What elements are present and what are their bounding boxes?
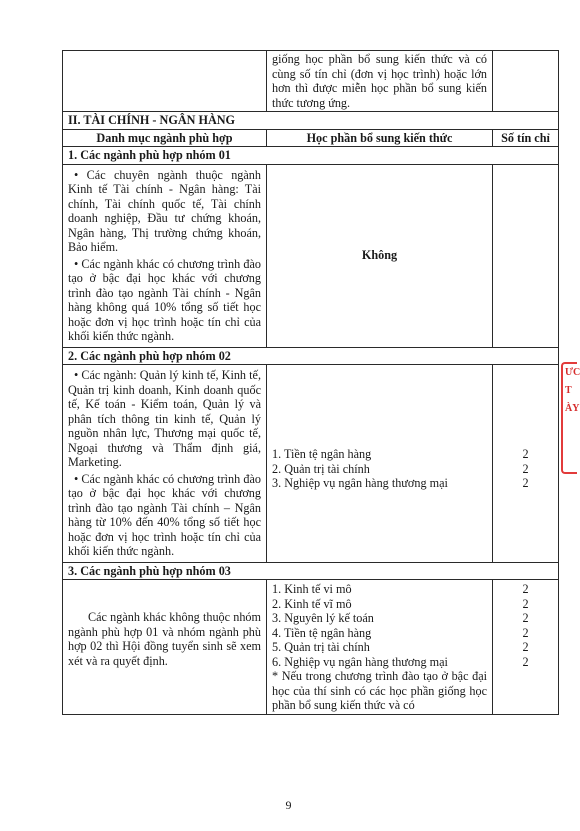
- continuation-row: [63, 51, 559, 112]
- header-row: [63, 129, 559, 147]
- group1-credits-cell: [493, 164, 559, 347]
- curriculum-table: [62, 50, 559, 715]
- group3-course-4: 4. Tiền tệ ngân hàng: [272, 625, 372, 640]
- group3-course-2: 2. Kinh tế vĩ mô: [272, 596, 352, 611]
- group3-credits-cell: [493, 580, 559, 715]
- header-courses: Học phần bổ sung kiến thức: [267, 129, 493, 147]
- group3-credit-4: 2: [522, 625, 529, 640]
- group3-row: [63, 580, 559, 715]
- stamp-text-3: ÀY: [565, 403, 580, 414]
- group3-credit-3: 2: [522, 611, 529, 625]
- group2-row: [63, 365, 559, 563]
- group3-credit-5: 2: [522, 640, 529, 654]
- group2-credit-3: 2: [522, 476, 529, 490]
- group1-courses-none: Không: [267, 164, 493, 347]
- group3-note: * Nếu trong chương trình đào tạo ở bậc đại học của thí sinh có các học phần giống học phần bổ sung kiến thức và có: [272, 669, 487, 712]
- group1-row: [63, 164, 559, 347]
- continuation-empty-cell: [63, 51, 267, 112]
- group3-credit-6: 2: [522, 654, 529, 669]
- continuation-empty-credit-cell: [493, 51, 559, 112]
- group3-course-1: 1. Kinh tế vi mô: [272, 582, 352, 596]
- group3-course-3: 3. Nguyên lý kế toán: [272, 611, 374, 625]
- group3-courses-cell: [267, 580, 493, 715]
- group2-courses-cell: [267, 365, 493, 563]
- group3-description: Các ngành khác không thuộc nhóm ngành phù hợp 01 và nhóm ngành phù hợp 02 thì Hội đồng tuyển sinh sẽ xem xét và ra quyết định.: [63, 580, 267, 715]
- page-number: 9: [285, 798, 292, 812]
- group2-course-1: 1. Tiền tệ ngân hàng: [272, 447, 372, 461]
- group2-bullet-2: • Các ngành khác có chương trình đào tạo ở bậc đại học khác với chương trình đào tạo ngành Tài chính – Ngân hàng từ 10% đến 40% tổng số tiết học hoặc đơn vị học trình hoặc tín chỉ của khối kiến thức ngành.: [68, 471, 261, 558]
- section-row: [63, 112, 559, 130]
- group2-course-2: 2. Quản trị tài chính: [272, 461, 370, 476]
- group1-title-row: [63, 147, 559, 165]
- group2-title: 2. Các ngành phù hợp nhóm 02: [63, 347, 559, 365]
- group1-majors-cell: [63, 164, 267, 347]
- group3-course-6: 6. Nghiệp vụ ngân hàng thương mại: [272, 654, 448, 669]
- red-stamp-fragment: [561, 362, 580, 474]
- group3-course-5: 5. Quản trị tài chính: [272, 640, 370, 654]
- group3-title: 3. Các ngành phù hợp nhóm 03: [63, 562, 559, 580]
- group3-credit-2: 2: [522, 596, 529, 611]
- group1-title: 1. Các ngành phù hợp nhóm 01: [63, 147, 559, 165]
- group2-credit-1: 2: [522, 447, 529, 461]
- group2-credits-cell: [493, 365, 559, 563]
- group2-bullet-1: • Các ngành: Quản lý kinh tế, Kinh tế, Quản trị kinh doanh, Kinh doanh quốc tế, Kế toán - Kiểm toán, Quản lý và phân tích thông tin kinh tế, Quản lý nguồn nhân lực, Thương mại quốc tế, Ngoại thương và Thẩm định giá, Marketing.: [68, 368, 261, 469]
- header-majors: Danh mục ngành phù hợp: [63, 129, 267, 147]
- section-title: II. TÀI CHÍNH - NGÂN HÀNG: [63, 112, 559, 130]
- header-credits: Số tín chỉ: [493, 129, 559, 147]
- group1-bullet-1: • Các chuyên ngành thuộc ngành Kinh tế Tài chính - Ngân hàng: Tài chính, Tài chính quốc tế, Tài chính doanh nghiệp, Đầu tư chứng khoán, Ngân hàng, Thị trường chứng khoán, Bảo hiểm.: [68, 167, 261, 254]
- continuation-text: giống học phần bổ sung kiến thức và có cùng số tín chỉ (đơn vị học trình) hoặc lớn hơn thì được miễn học phần bổ sung kiến thức tương ứng.: [267, 51, 493, 112]
- stamp-text-1: ƯC: [565, 367, 580, 378]
- group3-credit-1: 2: [522, 582, 529, 596]
- group2-title-row: [63, 347, 559, 365]
- group2-majors-cell: [63, 365, 267, 563]
- group2-credit-2: 2: [522, 461, 529, 476]
- group1-bullet-2: • Các ngành khác có chương trình đào tạo ở bậc đại học khác với chương trình đào tạo ngành Tài chính - Ngân hàng không quá 10% tổng số tiết học hoặc đơn vị học trình hoặc tín chỉ của khối kiến thức ngành.: [68, 256, 261, 343]
- group2-course-3: 3. Nghiệp vụ ngân hàng thương mại: [272, 476, 448, 490]
- group3-title-row: [63, 562, 559, 580]
- stamp-text-2: T: [565, 385, 572, 396]
